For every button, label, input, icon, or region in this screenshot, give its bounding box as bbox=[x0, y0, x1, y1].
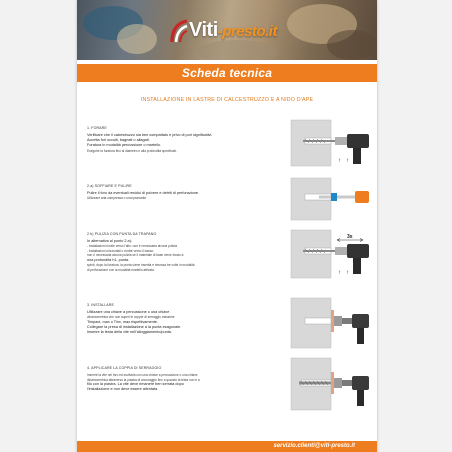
install-illustration bbox=[289, 296, 371, 350]
step-text: Verificare che il calcestruzzo sia ben compattato e privo di pori significativi. bbox=[87, 133, 213, 137]
step-blow-clean bbox=[87, 184, 277, 201]
depth-marker: ↑ bbox=[346, 158, 349, 164]
technical-sheet bbox=[77, 0, 377, 452]
brand-name: Viti-presto.it bbox=[189, 19, 277, 41]
page-title: Scheda tecnica bbox=[181, 66, 273, 80]
brand-logo bbox=[169, 14, 285, 48]
direction-marker: ↑ bbox=[346, 270, 349, 276]
header-photo bbox=[77, 0, 377, 60]
step-text: Inserire la vite nel foro ed avvitarla con una chiave a percussione o una chiave bbox=[87, 373, 198, 377]
step-text: Pulire il foro da eventuali residui di polvere e detriti di perforazione. bbox=[87, 191, 200, 195]
step-text: dinamometrica attraverso la piastra di ancoraggio fino a quando la testa non è a bbox=[87, 377, 200, 382]
step-text: filo con la piastra. La vite deve rimanere ben serrata dopo bbox=[87, 382, 184, 387]
customer-service-email[interactable]: servizio.clienti@viti-presto.it bbox=[273, 443, 355, 449]
step-heading: 1. FORARE bbox=[87, 126, 107, 130]
step-text: Inserire la testa della vite nell'alloggiamento/punta. bbox=[87, 330, 172, 335]
step-drill-clean bbox=[87, 232, 277, 272]
step-text: Timpact, max o Tinx, max rispettivamente. bbox=[87, 319, 158, 324]
step-text: una profondità h1, punta. bbox=[87, 257, 130, 262]
footer-bar bbox=[77, 441, 377, 452]
step-text: l'installazione e non deve essere allentata. bbox=[87, 387, 159, 392]
step-text: - installazioni rivolte verso l'alto: non è necessaria alcuna pulizia bbox=[87, 244, 178, 249]
step-heading: 2.a) SOFFIARE E PULIRE bbox=[87, 184, 132, 188]
logo-arc-icon bbox=[169, 18, 189, 44]
drill-illustration bbox=[289, 118, 371, 168]
step-install bbox=[87, 303, 277, 335]
step-torque bbox=[87, 366, 277, 393]
step-heading: 2.b) PULIZIA CON PUNTA DA TRAPANO bbox=[87, 232, 157, 236]
step-text: Collegare la presa di installazione a la punta esagonale. bbox=[87, 325, 182, 329]
step-drill bbox=[87, 126, 277, 153]
drill-clean-illustration bbox=[289, 228, 371, 280]
step-text: non è necessaria alcuna pulizia se il materiale di base viene forato a bbox=[87, 253, 184, 258]
blowout-illustration bbox=[289, 176, 371, 222]
step-text: Eseguire la foratura fino al diametro e alla profondità specificati. bbox=[87, 148, 177, 153]
step-text: Utilizzare una chiave a percussione o una chiave bbox=[87, 310, 170, 314]
repeat-label: 3x bbox=[347, 234, 353, 240]
title-band bbox=[77, 64, 377, 82]
section-subtitle: INSTALLAZIONE IN LASTRE DI CALCESTRUZZO E A NIDO D'APE bbox=[140, 97, 314, 103]
step-heading: 3. INSTALLARE bbox=[87, 303, 114, 307]
step-text: di perforazione con la modalità martello attivata. bbox=[87, 267, 155, 272]
depth-marker: ↑ bbox=[338, 158, 341, 164]
torque-illustration bbox=[289, 356, 371, 412]
direction-marker: ↑ bbox=[338, 270, 341, 276]
step-text: dinamometrica che non superi le coppie di serraggio massime bbox=[87, 315, 175, 320]
step-text: Accetta fori occulti, bagnati o allagati. bbox=[87, 138, 150, 143]
step-text: Utilizzare aria compressa o una ipsesante bbox=[87, 196, 147, 201]
step-text: spinti, dopo la foratura, la punta viene inserita e rimossa tre volte in modalità bbox=[87, 263, 195, 268]
step-heading: 4. APPLICARE LA COPPIA DI SERRAGGIO bbox=[87, 366, 162, 370]
step-text: - installazioni orizzontali o rivolte verso il basso: bbox=[87, 248, 154, 253]
step-text: Foratura in modalità percussione o martello. bbox=[87, 143, 162, 148]
step-text: In alternativa al punto 2.a): bbox=[87, 239, 132, 243]
